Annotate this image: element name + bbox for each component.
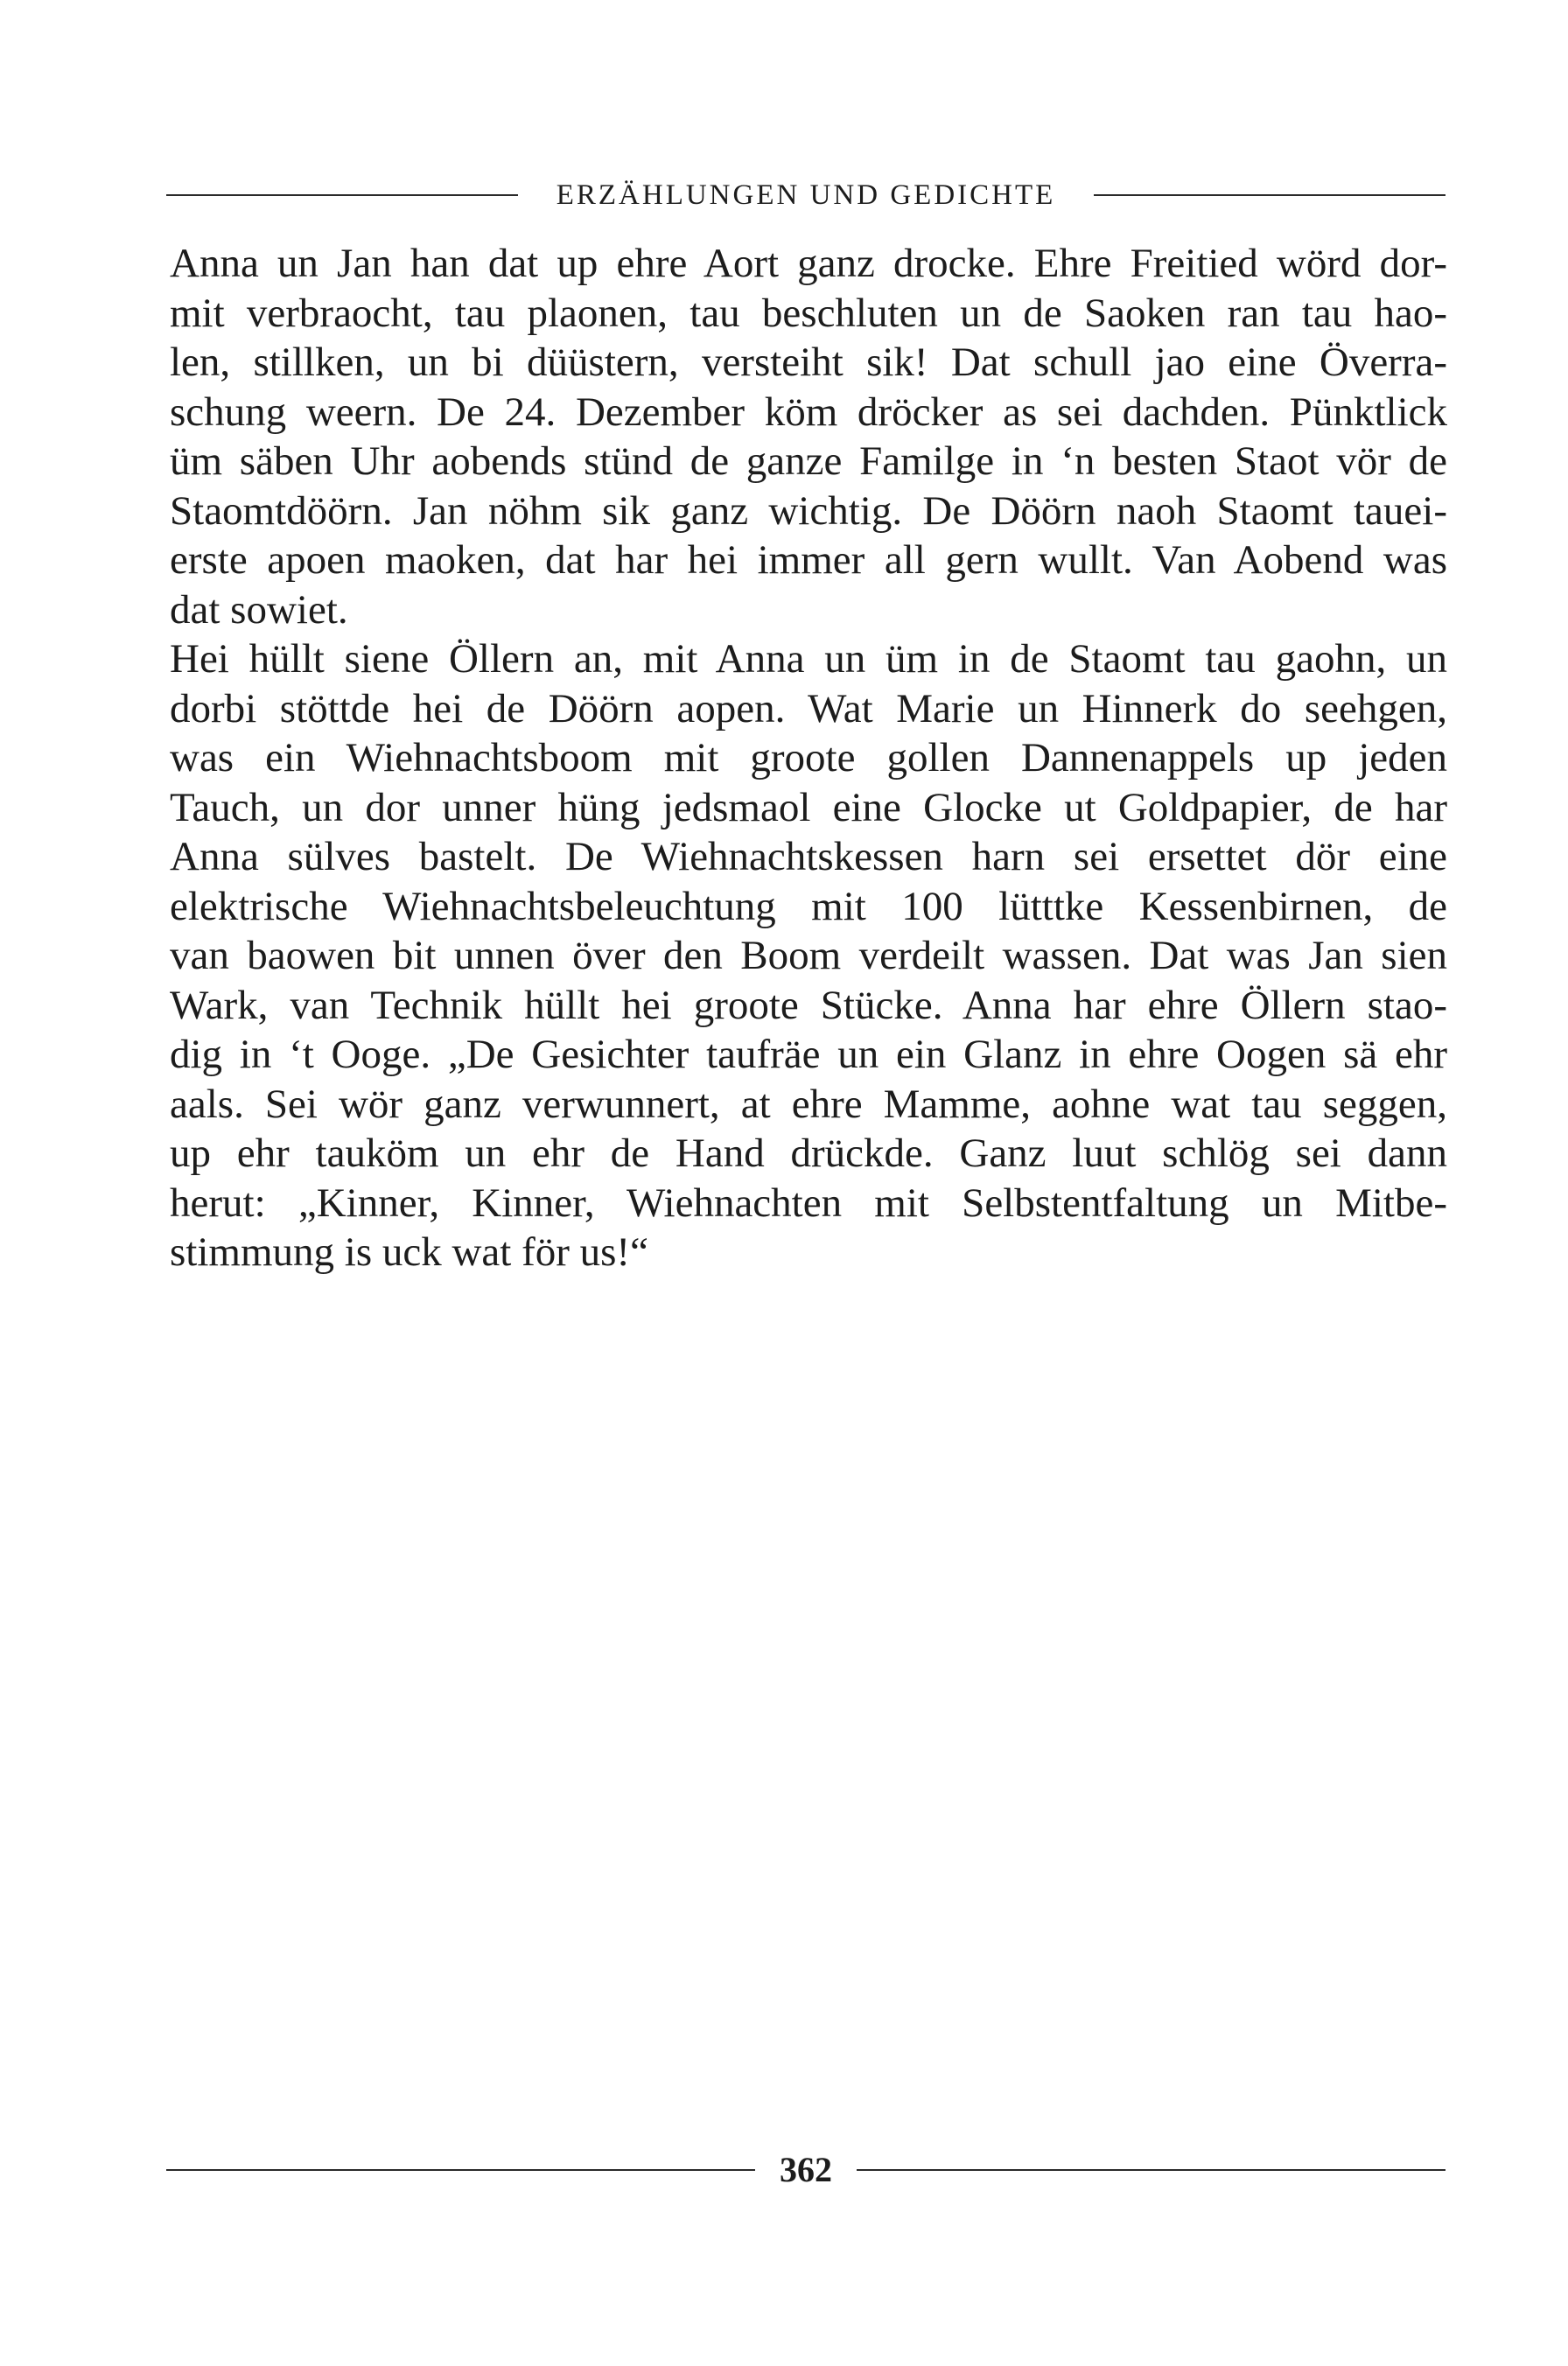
text-line: erste apoen maoken, dat har hei immer all gern wullt. Van Aobend was — [170, 537, 1447, 583]
text-line: len, stillken, un bi düüstern, versteiht sik! Dat schull jao eine Överra- — [170, 340, 1447, 385]
page-footer — [166, 2144, 1446, 2196]
text-line: was ein Wiehnachtsboom mit groote gollen Dannenappels up jeden — [170, 735, 1447, 780]
text-line: Anna sülves bastelt. De Wiehnachtskessen harn sei ersettet dör eine — [170, 834, 1447, 879]
running-header — [166, 173, 1446, 217]
footer-rule-left — [166, 2169, 755, 2171]
text-line: Staomtdöörn. Jan nöhm sik ganz wichtig. De Döörn naoh Staomt tauei- — [170, 487, 1447, 534]
text-line: mit verbraocht, tau plaonen, tau beschluten un de Saoken ran tau hao- — [170, 290, 1447, 336]
text-line: aals. Sei wör ganz verwunnert, at ehre Mamme, aohne wat tau seggen, — [170, 1081, 1447, 1127]
text-line: üm säben Uhr aobends stünd de ganze Familge in ‘n besten Staot vör de — [170, 438, 1447, 484]
text-line: van baowen bit unnen över den Boom verdeilt wassen. Dat was Jan sien — [170, 933, 1447, 978]
text-line: dat sowiet. — [170, 586, 348, 633]
header-rule-left — [166, 194, 518, 196]
header-rule-right — [1094, 194, 1446, 196]
running-header-title: ERZÄHLUNGEN UND GEDICHTE — [556, 178, 1056, 211]
page-number: 362 — [780, 2150, 832, 2189]
text-line: dorbi stöttde hei de Döörn aopen. Wat Marie un Hinnerk do seehgen, — [170, 685, 1447, 732]
footer-rule-right — [857, 2169, 1446, 2171]
text-line: elektrische Wiehnachtsbeleuchtung mit 100 lütttke Kessenbirnen, de — [170, 883, 1447, 929]
text-line: Tauch, un dor unner hüng jedsmaol eine Glocke ut Goldpapier, de har — [170, 784, 1447, 830]
text-line: Hei hüllt siene Öllern an, mit Anna un üm in de Staomt tau gaohn, un — [170, 636, 1447, 682]
text-line: schung weern. De 24. Dezember köm dröcker as sei dachden. Pünktlick — [170, 388, 1447, 435]
text-line: up ehr tauköm un ehr de Hand drückde. Ganz luut schlög sei dann — [170, 1130, 1447, 1176]
text-line: dig in ‘t Ooge. „De Gesichter taufräe un ein Glanz in ehre Oogen sä ehr — [170, 1032, 1447, 1077]
text-line: Anna un Jan han dat up ehre Aort ganz drocke. Ehre Freitied wörd dor- — [170, 241, 1447, 286]
body-text — [170, 239, 1447, 1278]
text-line: herut: „Kinner, Kinner, Wiehnachten mit Selbstentfaltung un Mitbe- — [170, 1180, 1447, 1226]
text-line: stimmung is uck wat för us!“ — [170, 1229, 648, 1275]
text-line: Wark, van Technik hüllt hei groote Stücke. Anna har ehre Öllern stao- — [170, 982, 1447, 1028]
